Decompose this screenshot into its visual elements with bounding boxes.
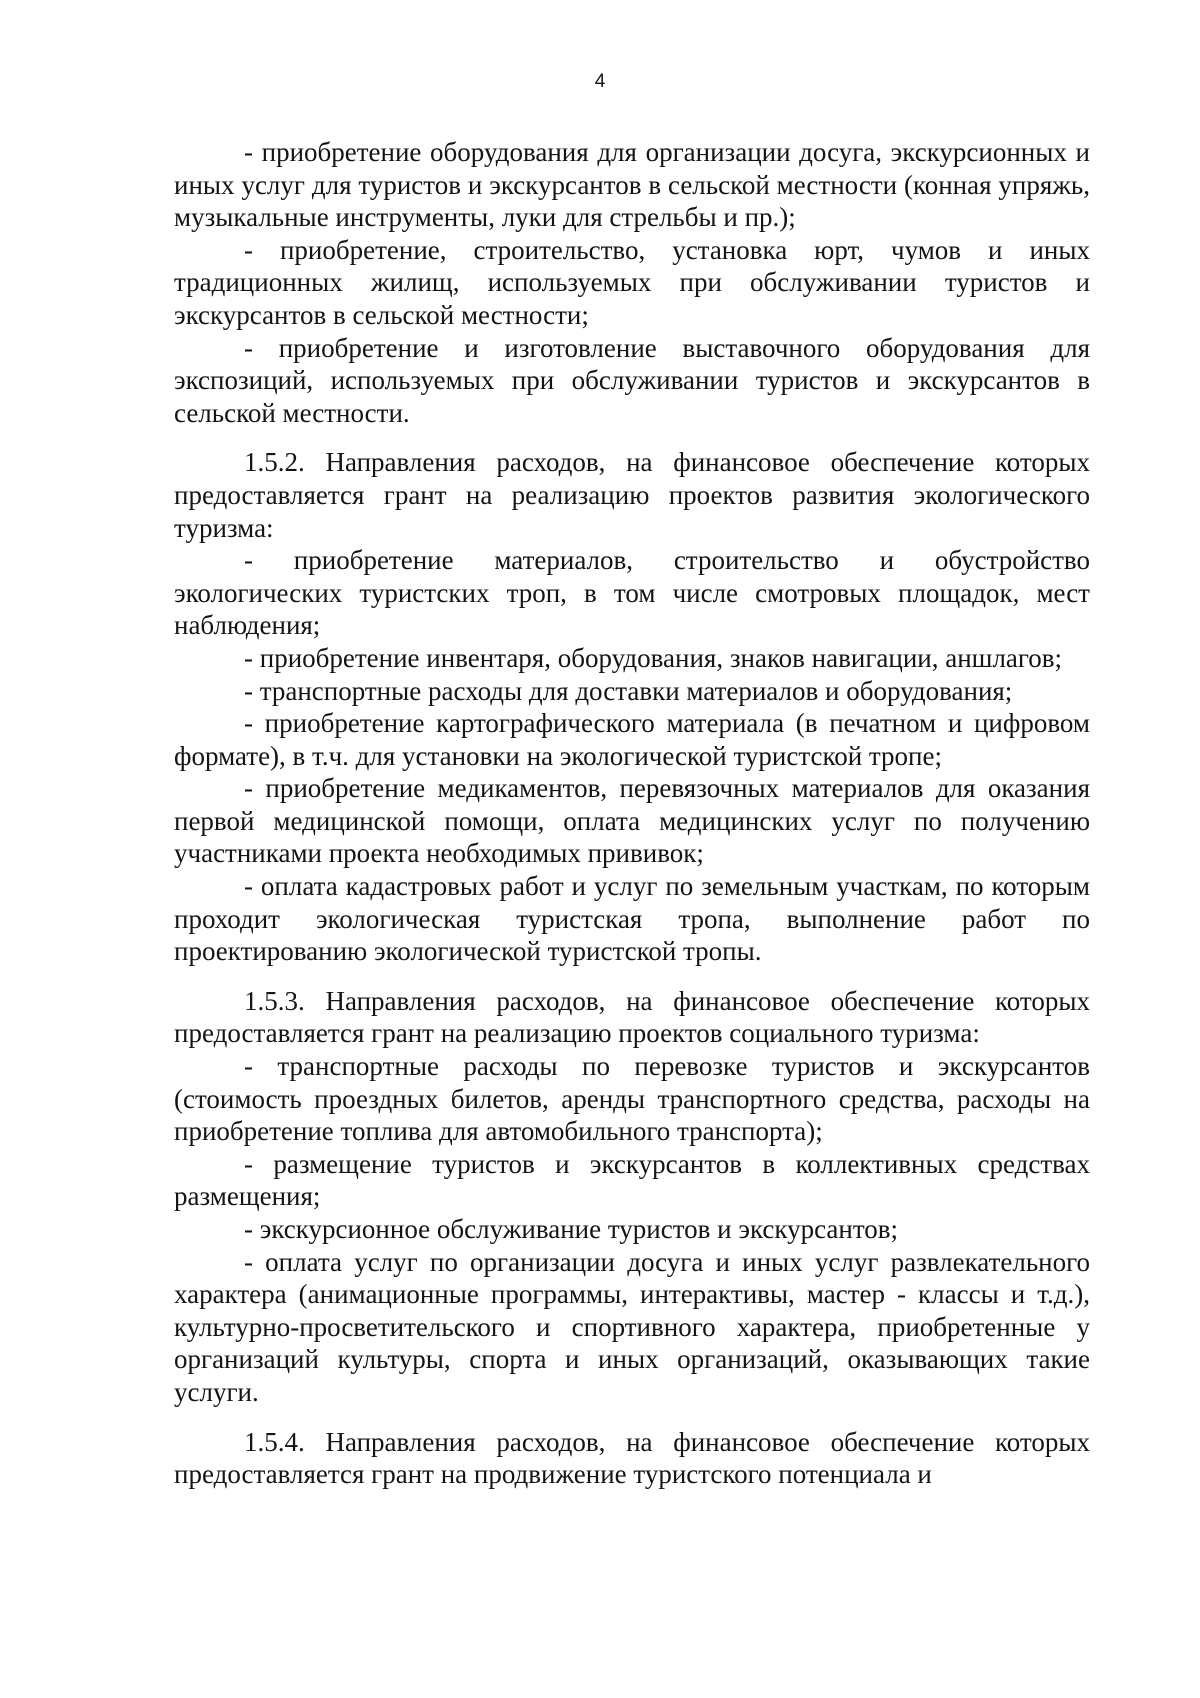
paragraph: 1.5.3. Направления расходов, на финансовое обеспечение которых предоставляется грант на реализацию проектов социального туризма: bbox=[174, 985, 1090, 1049]
paragraph: - транспортные расходы для доставки материалов и оборудования; bbox=[244, 675, 1013, 706]
paragraph: - оплата кадастровых работ и услуг по земельным участкам, по которым проходит экологическая туристская тропа, выполнение работ по проектированию экологической туристской тропы. bbox=[174, 871, 1090, 967]
paragraph: - приобретение оборудования для организации досуга, экскурсионных и иных услуг для туристов и экскурсантов в сельской местности (конная упряжь, музыкальные инструменты, луки для стрельбы и пр.); bbox=[174, 137, 1090, 233]
paragraph: - приобретение, строительство, установка юрт, чумов и иных традиционных жилищ, используемых при обслуживании туристов и экскурсантов в сельской местности; bbox=[174, 234, 1090, 330]
page-number: 4 bbox=[594, 71, 606, 92]
paragraph: 1.5.2. Направления расходов, на финансовое обеспечение которых предоставляется грант на реализацию проектов развития экологического туризма: bbox=[174, 447, 1090, 543]
paragraph: - приобретение картографического материала (в печатном и цифровом формате), в т.ч. для установки на экологической туристской тропе; bbox=[174, 708, 1090, 771]
paragraph: - приобретение материалов, строительство и обустройство экологических туристских троп, в том числе смотровых площадок, мест наблюдения; bbox=[174, 545, 1090, 641]
paragraph: - приобретение инвентаря, оборудования, знаков навигации, аншлагов; bbox=[244, 642, 1063, 673]
paragraph: - приобретение медикаментов, перевязочных материалов для оказания первой медицинской помощи, оплата медицинских услуг по получению участниками проекта необходимых прививок; bbox=[174, 773, 1090, 869]
paragraph: - размещение туристов и экскурсантов в коллективных средствах размещения; bbox=[174, 1148, 1090, 1212]
paragraph: - оплата услуг по организации досуга и иных услуг развлекательного характера (анимационные программы, интерактивы, мастер - классы и т.д.), культурно-просветительского и спортивного характера, приобретенные у организаций культуры, спорта и иных организаций, оказывающих такие услуги. bbox=[174, 1246, 1090, 1407]
paragraph: - экскурсионное обслуживание туристов и экскурсантов; bbox=[244, 1214, 899, 1244]
paragraph: - приобретение и изготовление выставочного оборудования для экспозиций, используемых при обслуживании туристов и экскурсантов в сельской местности. bbox=[174, 332, 1090, 428]
document-body bbox=[174, 136, 1090, 1491]
paragraph: - транспортные расходы по перевозке туристов и экскурсантов (стоимость проездных билетов, аренды транспортного средства, расходы на приобретение топлива для автомобильного транспорта); bbox=[174, 1051, 1090, 1147]
paragraph: 1.5.4. Направления расходов, на финансовое обеспечение которых предоставляется грант на продвижение туристского потенциала и bbox=[174, 1426, 1090, 1490]
